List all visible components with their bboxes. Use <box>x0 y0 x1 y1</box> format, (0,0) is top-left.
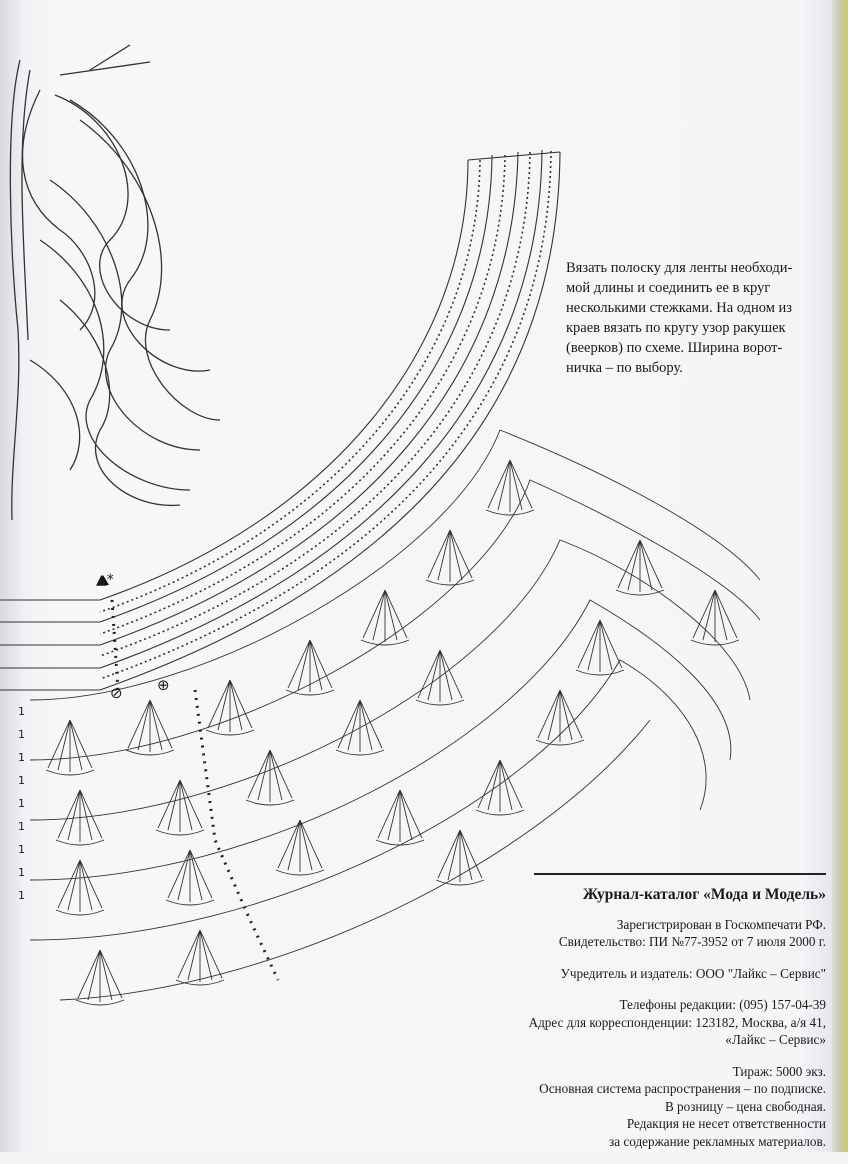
instructions-text: Вязать полоску для ленты необходи- мой длины и соединить ее в круг несколькими стежками. На одном из краев вязать по кругу узор ракушек (веерков) по схеме. Ширина ворот- ничка – по выбору. <box>566 260 793 376</box>
retail-price-line: В розницу – цена свободная. <box>664 1098 826 1114</box>
imprint-divider <box>534 873 826 875</box>
magazine-title: Журнал-каталог «Мода и Модель» <box>582 886 826 903</box>
row-mark: 1 <box>18 820 25 833</box>
symbol-left: ⊘ <box>110 684 123 702</box>
row-mark: 1 <box>18 889 25 902</box>
row-marks <box>18 700 25 907</box>
disclaimer-line: Редакция не несет ответственности <box>626 1116 826 1131</box>
row-mark: 1 <box>18 866 25 879</box>
row-mark: 1 <box>18 843 25 856</box>
row-mark: 1 <box>18 705 25 718</box>
certificate-line: Свидетельство: ПИ №77-3952 от 7 июля 2000 г. <box>558 934 826 949</box>
address-line: Адрес для корреспонденции: 123182, Москва, а/я 41, <box>528 1014 826 1030</box>
row-mark: 1 <box>18 728 25 741</box>
collar-band <box>0 150 560 690</box>
distribution-block <box>486 1063 826 1151</box>
registration-block <box>486 916 826 951</box>
publication-imprint <box>486 886 826 1164</box>
publisher-block <box>486 965 826 983</box>
pattern-instructions <box>566 258 828 378</box>
phone-line: Телефоны редакции: (095) 157-04-39 <box>619 997 826 1012</box>
symbol-right: ⊕ <box>157 676 170 694</box>
circulation-line: Тираж: 5000 экз. <box>732 1063 826 1079</box>
address-name-line: «Лайкс – Сервис» <box>725 1032 826 1047</box>
row-mark: 1 <box>18 774 25 787</box>
start-chain <box>112 600 278 980</box>
row-mark: 1 <box>18 797 25 810</box>
registration-line: Зарегистрирован в Госкомпечати РФ. <box>616 916 826 932</box>
distribution-line: Основная система распространения – по подписке. <box>539 1081 826 1096</box>
contacts-block <box>486 996 826 1049</box>
publisher-line: Учредитель и издатель: ООО "Лайкс – Сервис" <box>560 965 826 981</box>
disclaimer-line-2: за содержание рекламных материалов. <box>609 1133 826 1149</box>
row-mark: 1 <box>18 751 25 764</box>
loop-pattern <box>10 45 220 520</box>
start-marker-text: ▲* <box>96 572 114 588</box>
